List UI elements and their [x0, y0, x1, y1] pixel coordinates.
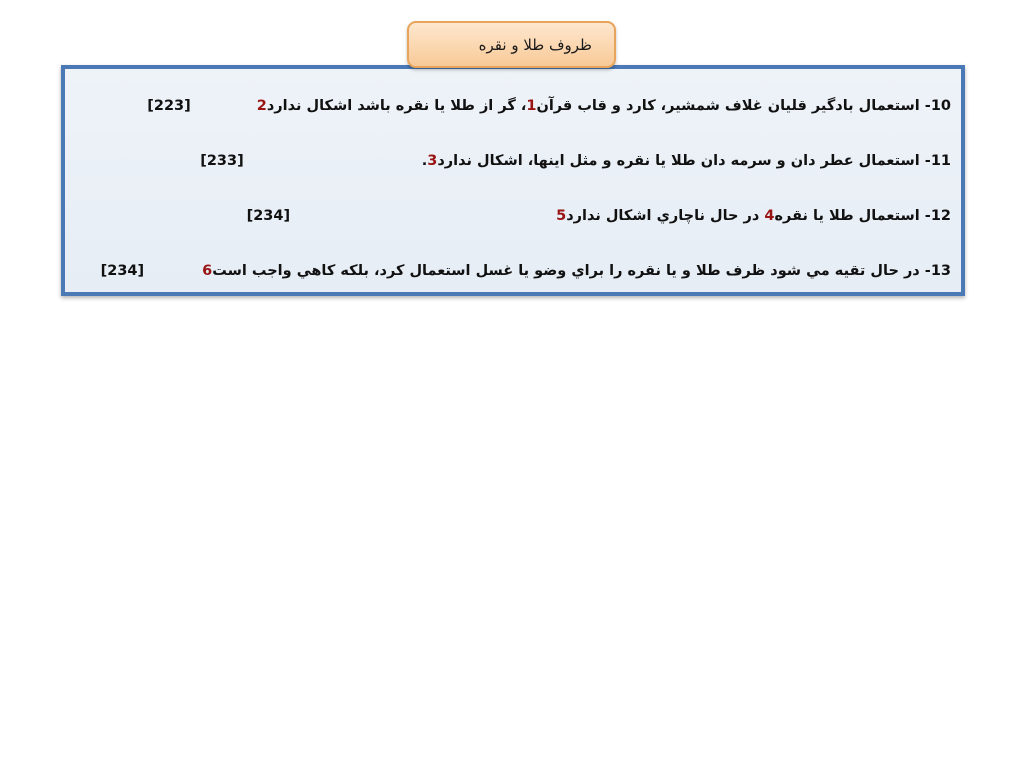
item-text: 11- استعمال عطر دان و سرمه دان طلا يا نقره و مثل اينها، اشكال ندارد3. [421, 153, 951, 169]
content-panel [61, 65, 965, 296]
item-text: 10- استعمال بادگير قليان غلاف شمشير، كارد و قاب قرآن1، گر از طلا يا نقره باشد اشكال ندارد2 [256, 98, 951, 114]
reference-number: [234] [246, 208, 291, 224]
item-text: 13- در حال تقيه مي شود ظرف طلا و يا نقره را براي وضو يا غسل استعمال كرد، بلكه كاهي واجب است6 [202, 263, 951, 279]
reference-number: [223] [147, 98, 191, 114]
footnote-marker: 6 [202, 263, 213, 279]
footnote-marker: 3 [427, 153, 438, 169]
item-text: 12- استعمال طلا يا نقره4 در حال ناچاري اشكال ندارد5 [556, 208, 951, 224]
list-item [101, 258, 951, 284]
footnote-marker: 4 [764, 208, 775, 224]
reference-number: [234] [100, 263, 145, 279]
footnote-marker: 2 [256, 98, 267, 114]
footnote-marker: 5 [556, 208, 567, 224]
list-item [200, 148, 951, 174]
list-item [147, 93, 951, 119]
reference-number: [233] [200, 153, 244, 169]
list-item [247, 203, 951, 229]
page-title: ظروف طلا و نقره [478, 35, 592, 54]
footnote-marker: 1 [526, 98, 537, 114]
title-tab [407, 21, 616, 68]
